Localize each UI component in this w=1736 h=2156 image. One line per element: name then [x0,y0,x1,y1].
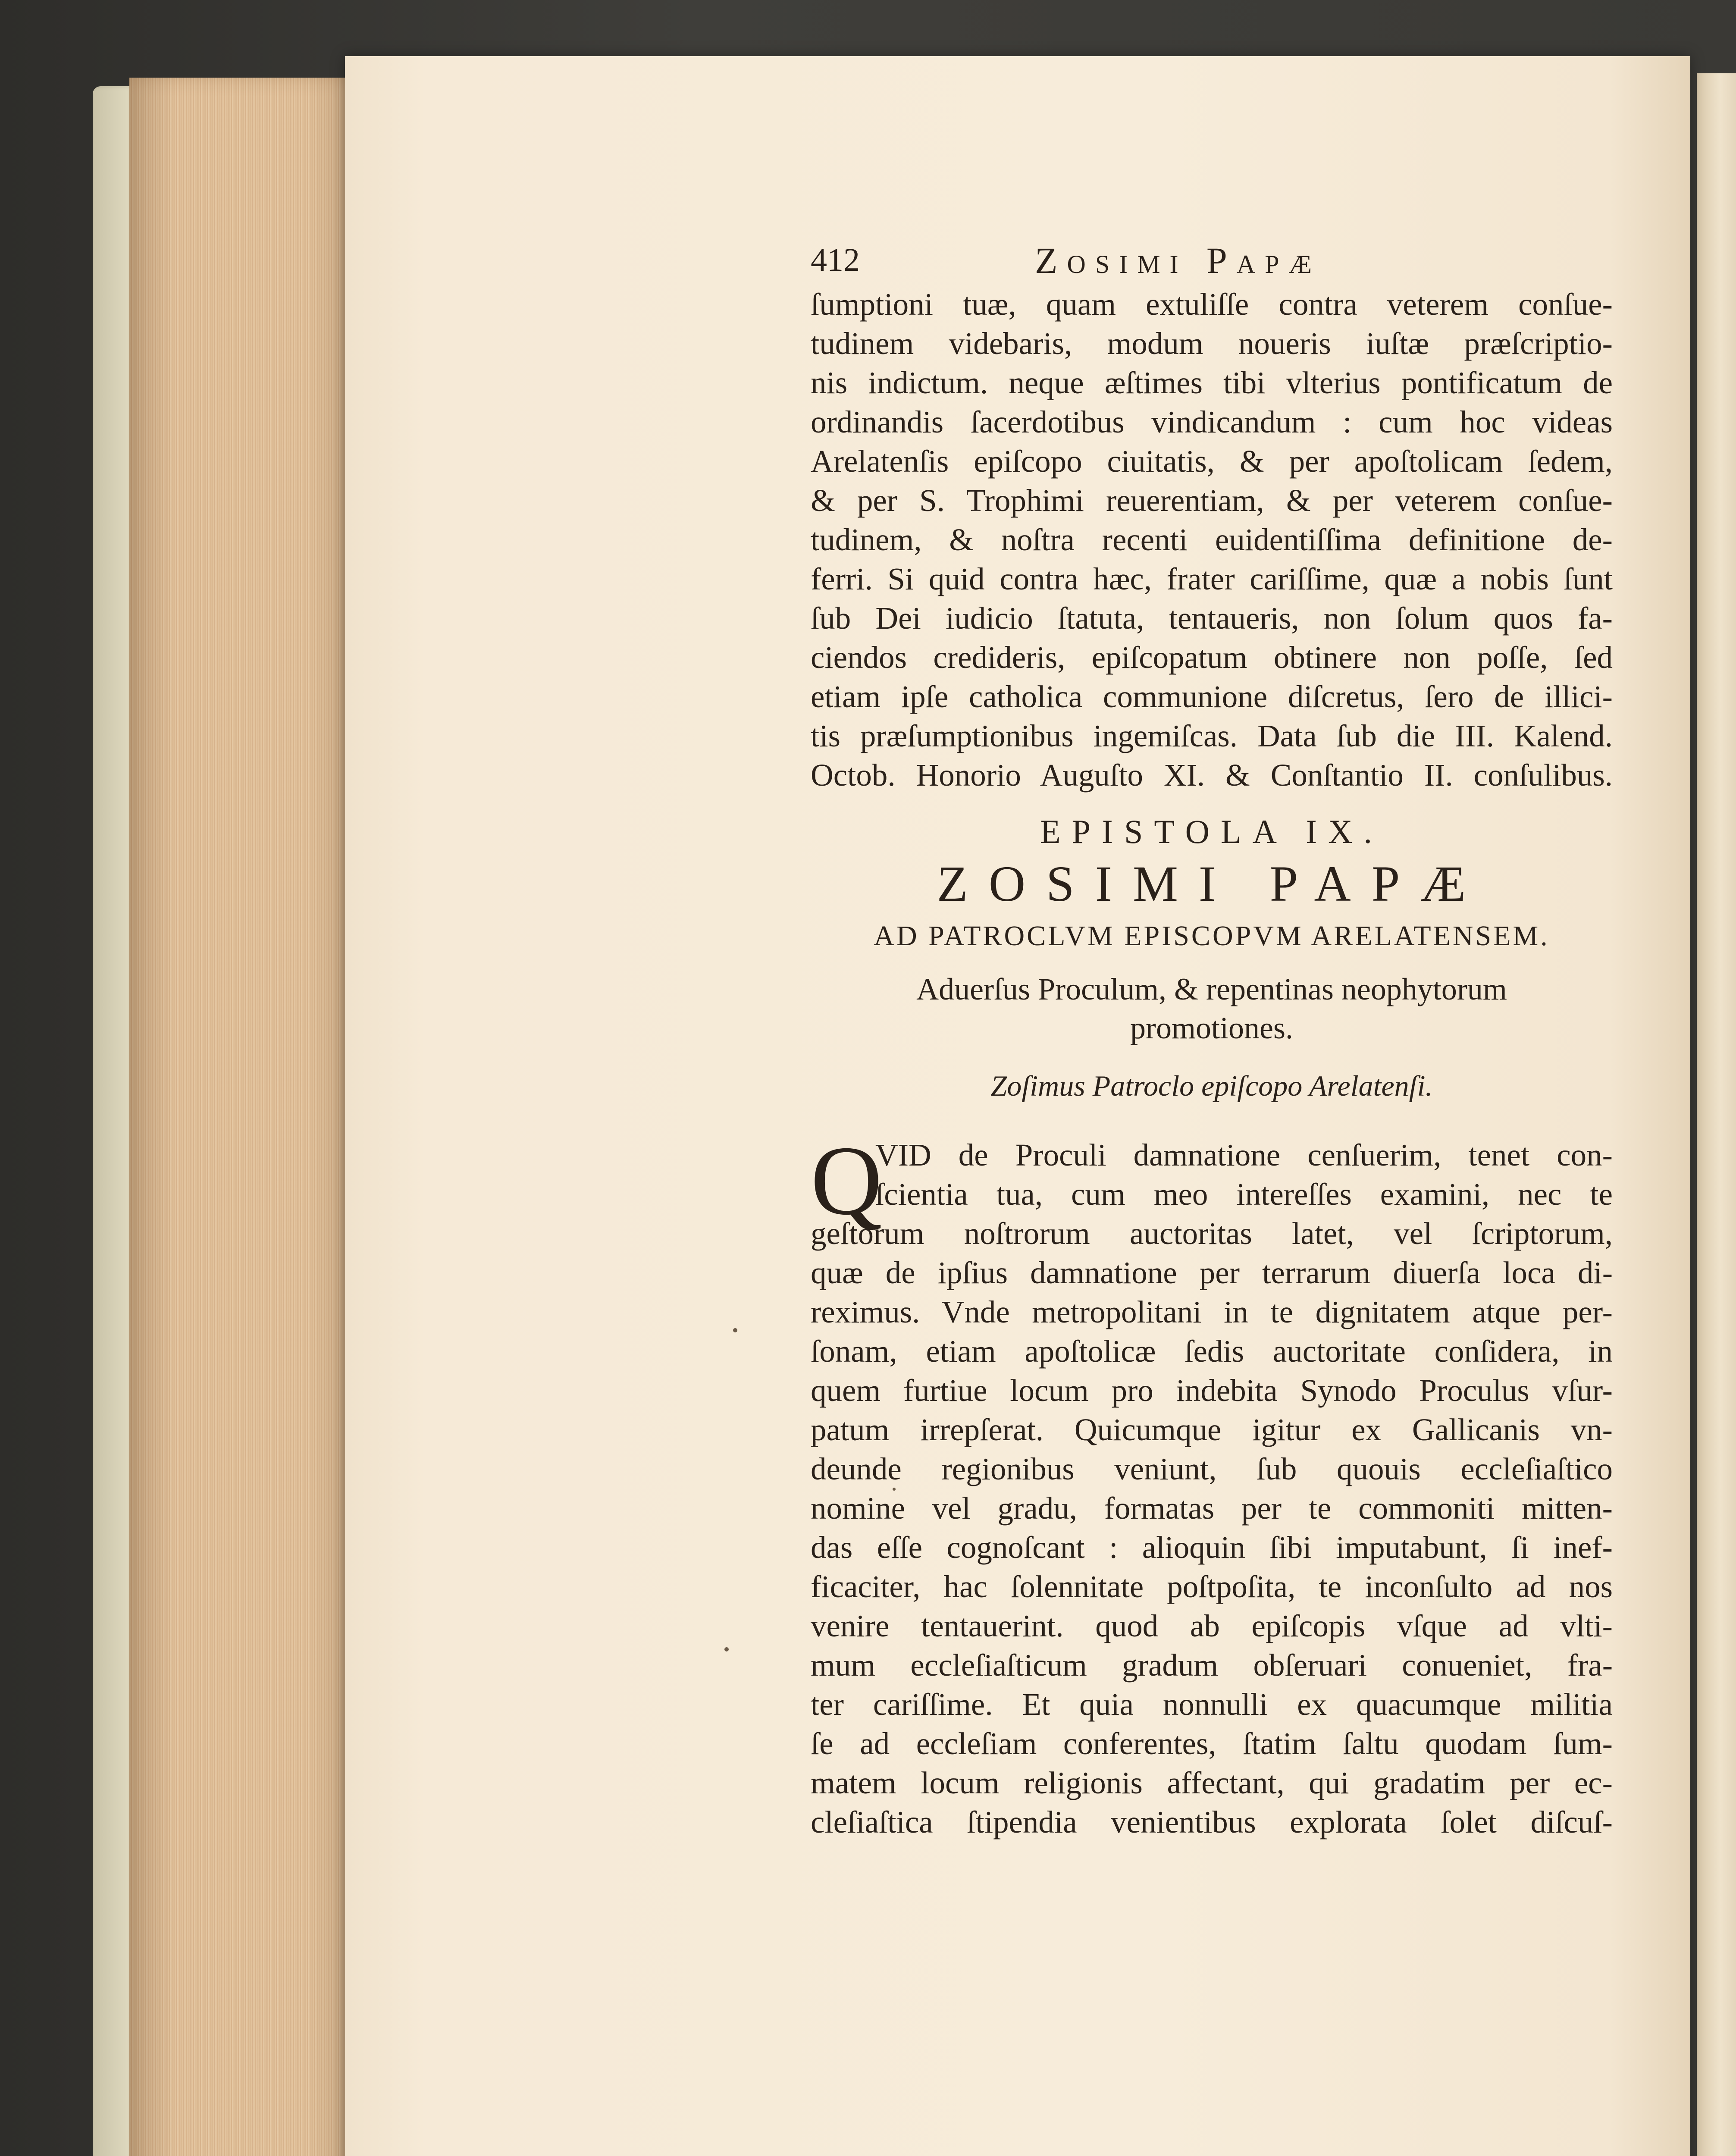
text-line: tudinem videbaris, modum noueris iuſtæ præſcriptio- [811,326,1613,361]
running-title: Zosimi Papæ [1035,240,1321,281]
text-line: ſcientia tua, cum meo intereſſes examini, nec te [875,1177,1613,1212]
epistle-author-heading: ZOSIMI PAPÆ [937,856,1487,912]
text-line: ſonam, etiam apoſtolicæ ſedis auctoritate conſidera, in [811,1334,1613,1369]
text-line: quem furtiue locum pro indebita Synodo Proculus vſur- [811,1373,1613,1408]
margin-speck [724,1647,729,1651]
text-line: ſub Dei iudicio ſtatuta, tentaueris, non ſolum quos fa- [811,601,1613,636]
text-line: Arelatenſis epiſcopo ciuitatis, & per apoſtolicam ſedem, [811,444,1613,479]
text-line: deunde regionibus veniunt, ſub quouis eccleſiaſtico [811,1451,1613,1486]
drop-cap: Q [811,1125,883,1235]
epistle-subject [811,970,1613,1047]
text-line: patum irrepſerat. Quicumque igitur ex Gallicanis vn- [811,1412,1613,1447]
page-header [811,233,1613,285]
text-line: etiam ipſe catholica communione diſcretus, ſero de illici- [811,679,1613,714]
text-line: ordinandis ſacerdotibus vindicandum : cum hoc videas [811,404,1613,439]
text-line: quæ de ipſius damnatione per terrarum diuerſa loca di- [811,1255,1613,1290]
text-line: tudinem, & noſtra recenti euidentiſſima definitione de- [811,522,1613,557]
text-line: geſtorum noſtrorum auctoritas latet, vel ſcriptorum, [811,1216,1613,1251]
text-line: ficaciter, hac ſolennitate poſtpoſita, te inconſulto ad nos [811,1569,1613,1604]
text-line: matem locum religionis affectant, qui gradatim per ec- [811,1765,1613,1800]
text-line: ciendos credideris, epiſcopatum obtinere non poſſe, ſed [811,640,1613,675]
facing-page-edge [1697,73,1736,2156]
text-line: ter cariſſime. Et quia nonnulli ex quacumque militia [811,1687,1613,1722]
epistle-recipient-heading: AD PATROCLVM EPISCOPVM ARELATENSEM. [874,920,1550,952]
text-block [811,233,1613,1842]
text-line: nis indictum. neque æſtimes tibi vlterius pontificatum de [811,365,1613,400]
paragraph-2 [811,1125,1613,1842]
text-line: tis præſumptionibus ingemiſcas. Data ſub die III. Kalend. [811,718,1613,753]
text-line: VID de Proculi damnatione cenſuerim, tenet con- [875,1138,1613,1172]
margin-speck [733,1328,737,1332]
text-line: & per S. Trophimi reuerentiam, & per veterem conſue- [811,483,1613,518]
paragraph-1 [811,285,1613,795]
text-line: venire tentauerint. quod ab epiſcopis vſque ad vlti- [811,1608,1613,1643]
folio-number: 412 [811,242,860,278]
subject-line: promotiones. [1130,1011,1293,1045]
text-line: nomine vel gradu, formatas per te commoniti mitten- [811,1491,1613,1526]
text-line: cleſiaſtica ſtipendia venientibus explorata ſolet diſcuſ- [811,1805,1613,1839]
text-line: das eſſe cognoſcant : alioquin ſibi imputabunt, ſi inef- [811,1530,1613,1565]
salutation: Zoſimus Patroclo epiſcopo Arelatenſi. [990,1069,1433,1102]
text-line: ſe ad eccleſiam conferentes, ſtatim ſaltu quodam ſum- [811,1726,1613,1761]
subject-line: Aduerſus Proculum, & repentinas neophytorum [916,972,1507,1006]
epistle-number-heading: EPISTOLA IX. [1040,813,1383,850]
text-line: mum eccleſiaſticum gradum obſeruari conueniet, fra- [811,1648,1613,1683]
text-line: ferri. Si quid contra hæc, frater cariſſime, quæ a nobis ſunt [811,561,1613,596]
text-line: reximus. Vnde metropolitani in te dignitatem atque per- [811,1294,1613,1329]
text-line: Octob. Honorio Auguſto XI. & Conſtantio II. conſulibus. [811,758,1613,793]
text-line: ſumptioni tuæ, quam extuliſſe contra veterem conſue- [811,287,1613,322]
page-fore-edge [129,78,354,2156]
